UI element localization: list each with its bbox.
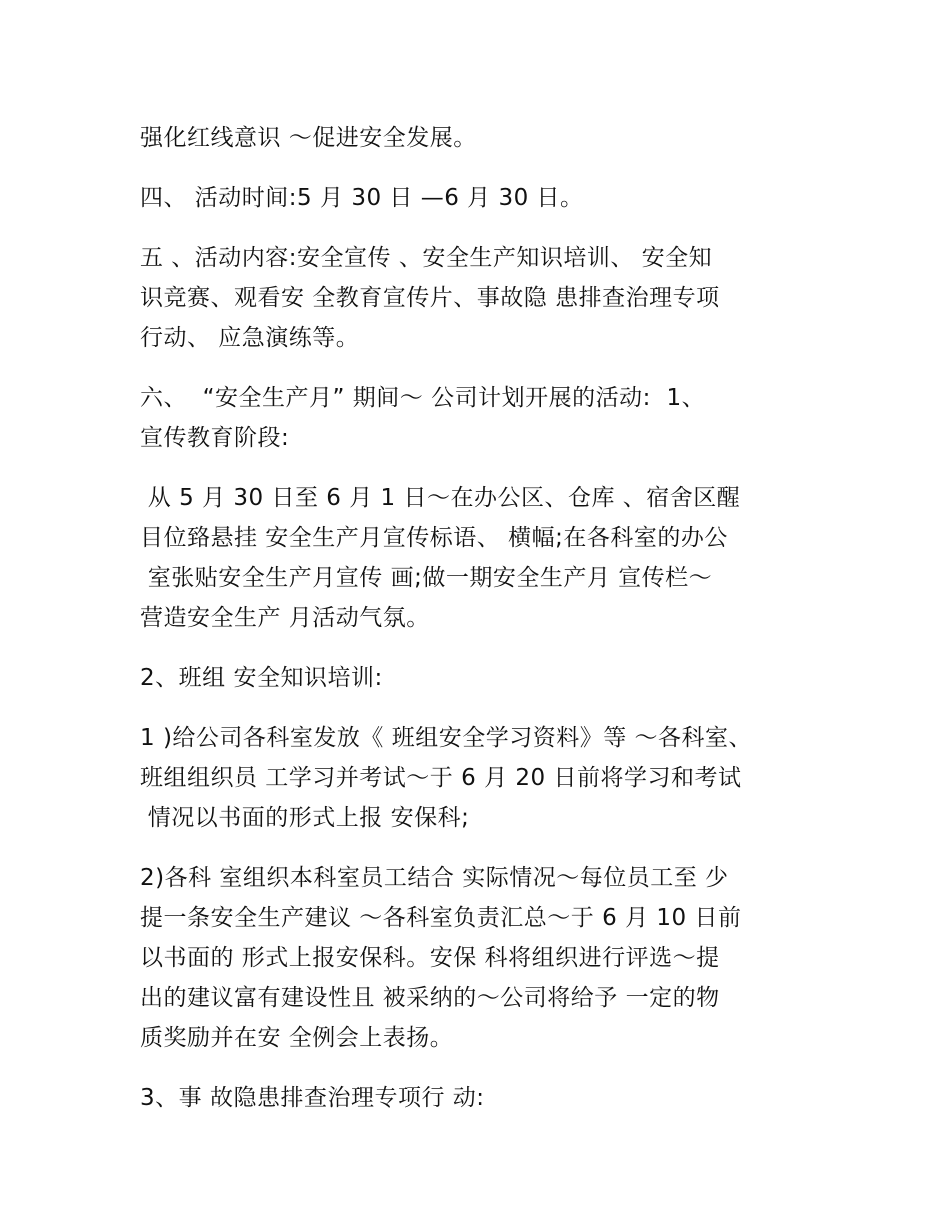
paragraph-activity-content [140,238,840,358]
text-line: 目位臵悬挂 安全生产月宣传标语、 横幅;在各科室的办公 [140,525,728,551]
text-line: 营造安全生产 月活动气氛。 [140,605,430,631]
text-line: 六、 “安全生产月” 期间～ 公司计划开展的活动: 1、 [140,385,706,411]
paragraph-training-item-2 [140,858,840,1058]
paragraph-activity-time [140,178,840,218]
paragraph-publicity-stage [140,478,840,638]
text-line: 五 、活动内容:安全宣传 、安全生产知识培训、 安全知 [140,245,713,271]
paragraph-hazard-inspection-heading [140,1078,840,1118]
paragraph-planned-activities [140,378,840,458]
text-line: 班组组织员 工学习并考试～于 6 月 20 日前将学习和考试 [140,765,742,791]
text-line: 提一条安全生产建议 ～各科室负责汇总～于 6 月 10 日前 [140,905,742,931]
text-line: 室张贴安全生产月宣传 画;做一期安全生产月 宣传栏～ [140,565,713,591]
text-line: 从 5 月 30 日至 6 月 1 日～在办公区、仓库 、宿舍区醒 [140,485,741,511]
text-line: 以书面的 形式上报安保科。安保 科将组织进行评选～提 [140,945,720,971]
paragraph-team-training-heading [140,658,840,698]
paragraph-slogan [140,118,840,158]
text-line: 1 )给公司各科室发放《 班组安全学习资料》等 ～各科室、 [140,725,753,751]
paragraph-training-item-1 [140,718,840,838]
text-line: 四、 活动时间:5 月 30 日 —6 月 30 日。 [140,185,584,211]
text-line: 质奖励并在安 全例会上表扬。 [140,1025,454,1051]
text-line: 识竞赛、观看安 全教育宣传片、事故隐 患排查治理专项 [140,285,720,311]
text-line: 宣传教育阶段: [140,425,290,451]
text-line: 2、班组 安全知识培训: [140,665,383,691]
text-line: 2)各科 室组织本科室员工结合 实际情况～每位员工至 少 [140,865,729,891]
text-line: 出的建议富有建设性且 被采纳的～公司将给予 一定的物 [140,985,720,1011]
text-line: 行动、 应急演练等。 [140,325,360,351]
text-line: 3、事 故隐患排查治理专项行 动: [140,1085,485,1111]
text-line: 强化红线意识 ～促进安全发展。 [140,125,477,151]
text-line: 情况以书面的形式上报 安保科; [140,805,470,831]
